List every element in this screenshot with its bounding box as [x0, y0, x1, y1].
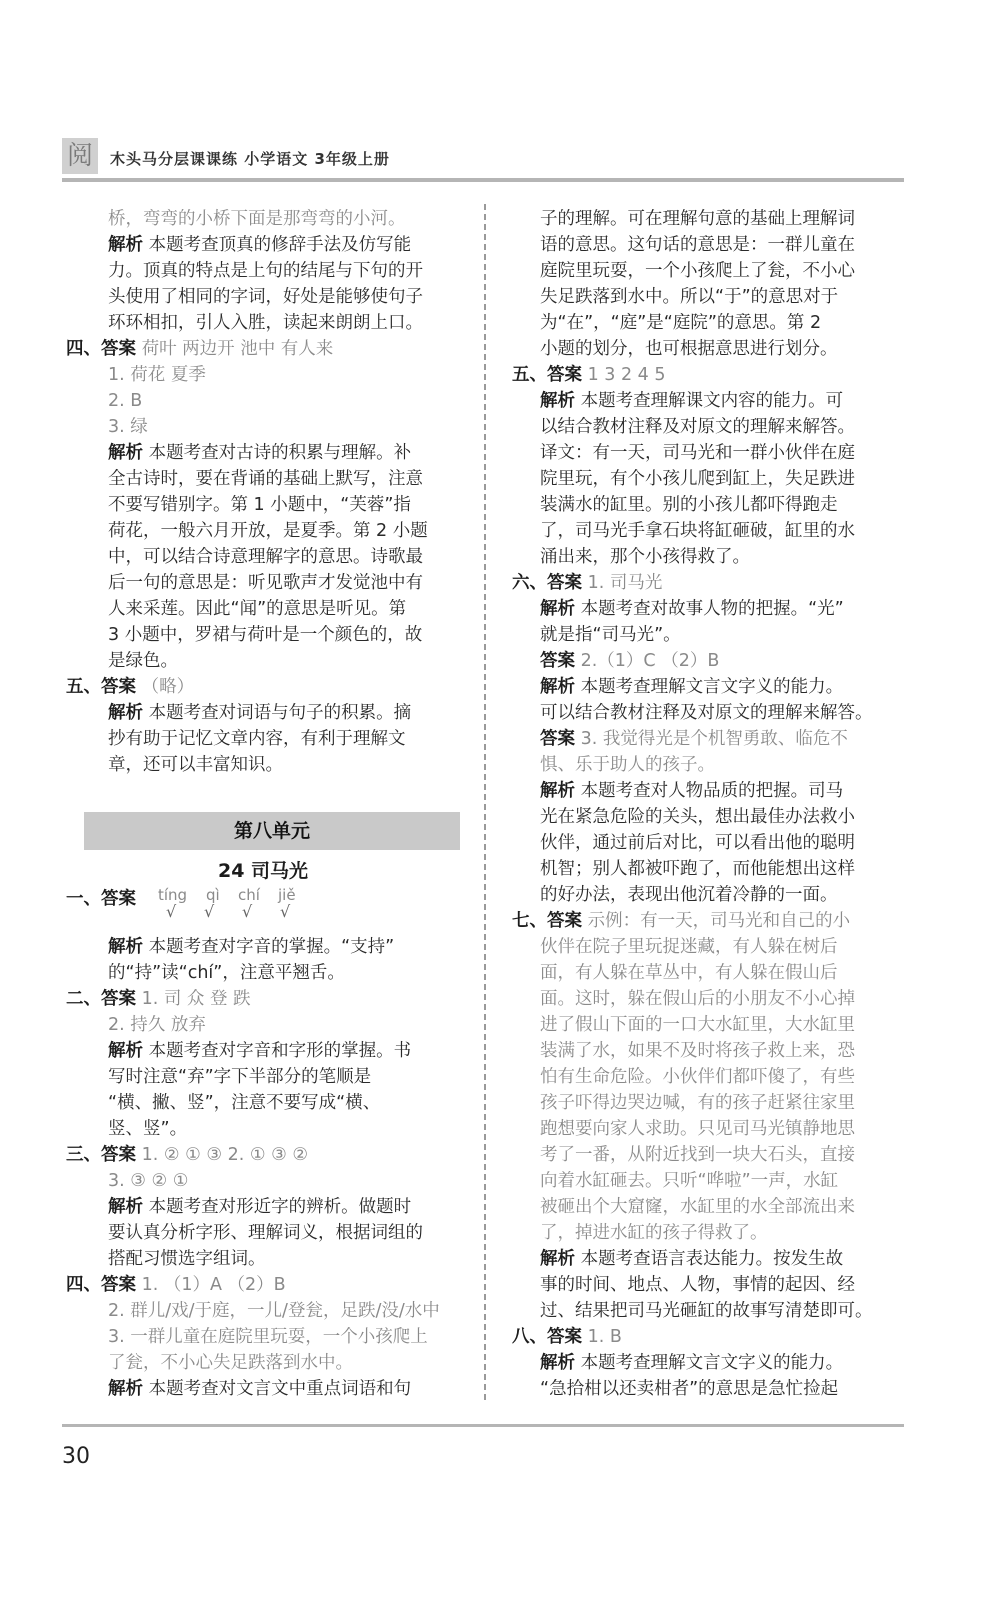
answer-line: 三、答案 1. ② ① ③ 2. ① ③ ② — [66, 1145, 309, 1165]
analysis-line: 解析 本题考查对故事人物的把握。“光” — [540, 599, 844, 619]
text-line: 的“持”读“chí”，注意平翘舌。 — [108, 963, 345, 983]
analysis-line: 解析 本题考查对词语与句子的积累。摘 — [108, 703, 412, 723]
analysis-line: 解析 本题考查对字音和字形的掌握。书 — [108, 1041, 412, 1061]
text-line: 2. 群儿/戏/于庭，一儿/登瓮，足跌/没/水中 — [108, 1301, 440, 1321]
page-header — [62, 136, 904, 182]
pinyin: qì — [206, 886, 220, 904]
text-line: 头使用了相同的字词，好处是能够使句子 — [108, 287, 423, 307]
text-line: 考了一番，从附近找到一块大石头，直接 — [540, 1145, 855, 1165]
text-line: 伙伴，通过前后对比，可以看出他的聪明 — [540, 833, 855, 853]
check-mark-icon: √ — [280, 902, 291, 921]
text-line: 不要写错别字。第 1 小题中，“芙蓉”指 — [108, 495, 411, 515]
text-line: 写时注意“弃”字下半部分的笔顺是 — [108, 1067, 372, 1087]
text-line: 中，可以结合诗意理解字的意思。诗歌最 — [108, 547, 423, 567]
answer-line: 答案 2.（1）C （2）B — [540, 651, 720, 671]
text-line: 力。顶真的特点是上句的结尾与下句的开 — [108, 261, 423, 281]
book-logo-icon: 阅 — [62, 138, 98, 174]
text-line: 怕有生命危险。小伙伴们都吓傻了，有些 — [540, 1067, 855, 1087]
pinyin: chí — [238, 886, 260, 904]
text-line: 2. 持久 放弃 — [108, 1015, 206, 1035]
text-line: 为“在”，“庭”是“庭院”的意思。第 2 — [540, 313, 822, 333]
page-number: 30 — [62, 1444, 90, 1469]
footer-rule — [62, 1424, 904, 1427]
pinyin-answers — [66, 886, 460, 924]
analysis-label: 解析 — [108, 235, 143, 255]
header-rule — [62, 178, 904, 182]
text-line: 面，有人躲在草丛中，有人躲在假山后 — [540, 963, 838, 983]
text-line: 环环相扣，引人入胜，读起来朗朗上口。 — [108, 313, 423, 333]
analysis-line: 解析 本题考查对文言文中重点词语和句 — [108, 1379, 412, 1399]
text-line: “急拾柑以还卖柑者”的意思是急忙捡起 — [540, 1379, 839, 1399]
text-line: 以结合教材注释及对原文的理解来解答。 — [540, 417, 855, 437]
text-line: 搭配习惯选字组词。 — [108, 1249, 266, 1269]
text-line: 惧、乐于助人的孩子。 — [540, 755, 715, 775]
text-line: 竖、竖”。 — [108, 1119, 188, 1139]
right-column — [512, 206, 908, 1402]
left-column — [66, 206, 460, 1402]
text-line: 3. 绿 — [108, 417, 148, 437]
text-line: 章，还可以丰富知识。 — [108, 755, 283, 775]
text-line: 被砸出个大窟窿，水缸里的水全部流出来 — [540, 1197, 855, 1217]
question-label: 四、答案 — [66, 339, 136, 359]
answer-line: 五、答案 （略） — [66, 677, 195, 697]
text-line: 过、结果把司马光砸缸的故事写清楚即可。 — [540, 1301, 873, 1321]
analysis-line: 解析 本题考查对人物品质的把握。司马 — [540, 781, 844, 801]
text-line: 3 小题中，罗裙与荷叶是一个颜色的，故 — [108, 625, 423, 645]
text-line: 了瓮，不小心失足跌落到水中。 — [108, 1353, 353, 1373]
text-line: 是绿色。 — [108, 651, 178, 671]
analysis-line: 解析 本题考查顶真的修辞手法及仿写能 — [108, 235, 412, 255]
text-line: 孩子吓得边哭边喊，有的孩子赶紧往家里 — [540, 1093, 855, 1113]
answer-line: 一、答案 — [66, 889, 136, 909]
pinyin: jiě — [278, 886, 296, 904]
check-mark-icon: √ — [166, 902, 177, 921]
text-line: 的好办法，表现出他沉着冷静的一面。 — [540, 885, 838, 905]
text-line: 后一句的意思是：听见歌声才发觉池中有 — [108, 573, 423, 593]
text-line: 光在紧急危险的关头，想出最佳办法救小 — [540, 807, 855, 827]
text-line: 桥，弯弯的小桥下面是那弯弯的小河。 — [108, 209, 406, 229]
text-line: 事的时间、地点、人物，事情的起因、经 — [540, 1275, 855, 1295]
text-line: 抄有助于记忆文章内容，有利于理解文 — [108, 729, 406, 749]
text-line: 失足跌落到水中。所以“于”的意思对于 — [540, 287, 839, 307]
text-line: 全古诗时，要在背诵的基础上默写，注意 — [108, 469, 423, 489]
text-line: 伙伴在院子里玩捉迷藏，有人躲在树后 — [540, 937, 838, 957]
text-line: 跑想要向家人求助。只见司马光镇静地思 — [540, 1119, 855, 1139]
text-line: 了，司马光手拿石块将缸砸破，缸里的水 — [540, 521, 855, 541]
text-line: 3. 一群儿童在庭院里玩耍，一个小孩爬上 — [108, 1327, 428, 1347]
answer-line: 六、答案 1. 司马光 — [512, 573, 663, 593]
text-line: 装满了水，如果不及时将孩子救上来，恐 — [540, 1041, 855, 1061]
text-line: 向着水缸砸去。只听“哗啦”一声，水缸 — [540, 1171, 839, 1191]
answer-line: 二、答案 1. 司 众 登 跌 — [66, 989, 251, 1009]
check-mark-icon: √ — [242, 902, 253, 921]
text-line: 2. B — [108, 391, 143, 411]
text-line: 就是指“司马光”。 — [540, 625, 681, 645]
text-line: 语的意思。这句话的意思是：一群儿童在 — [540, 235, 855, 255]
answer-line: 答案 3. 我觉得光是个机智勇敢、临危不 — [540, 729, 848, 749]
analysis-line: 解析 本题考查理解文言文字义的能力。 — [540, 1353, 844, 1373]
answer-line: 四、答案 1. （1）A （2）B — [66, 1275, 286, 1295]
text-line: 装满水的缸里。别的小孩儿都吓得跑走 — [540, 495, 838, 515]
analysis-line: 解析 本题考查理解课文内容的能力。可 — [540, 391, 844, 411]
text-line: 机智；别人都被吓跑了，而他能想出这样 — [540, 859, 855, 879]
book-title: 木头马分层课课练 小学语文 3年级上册 — [110, 150, 390, 168]
text-line: 可以结合教材注释及对原文的理解来解答。 — [540, 703, 873, 723]
check-mark-icon: √ — [204, 902, 215, 921]
text-line: 进了假山下面的一口大水缸里，大水缸里 — [540, 1015, 855, 1035]
text-line: 了，掉进水缸的孩子得救了。 — [540, 1223, 768, 1243]
text-line: 庭院里玩耍，一个小孩爬上了瓮，不小心 — [540, 261, 855, 281]
text-line: 荷花，一般六月开放，是夏季。第 2 小题 — [108, 521, 428, 541]
text-line: 涌出来，那个小孩得救了。 — [540, 547, 750, 567]
analysis-line: 解析 本题考查对字音的掌握。“支持” — [108, 937, 395, 957]
answer-line: 八、答案 1. B — [512, 1327, 622, 1347]
text-line: 要认真分析字形、理解词义，根据词组的 — [108, 1223, 423, 1243]
text-line: 子的理解。可在理解句意的基础上理解词 — [540, 209, 855, 229]
analysis-line: 解析 本题考查理解文言文字义的能力。 — [540, 677, 844, 697]
answer-line: 七、答案 示例：有一天，司马光和自己的小 — [512, 911, 851, 931]
analysis-line: 解析 本题考查对形近字的辨析。做题时 — [108, 1197, 412, 1217]
pinyin: tíng — [158, 886, 188, 904]
text-line: 3. ③ ② ① — [108, 1171, 189, 1191]
text-line: 面。这时，躲在假山后的小朋友不小心掉 — [540, 989, 855, 1009]
analysis-line: 解析 本题考查对古诗的积累与理解。补 — [108, 443, 412, 463]
text-line: 人来采莲。因此“闻”的意思是听见。第 — [108, 599, 407, 619]
text-line: 院里玩，有个小孩儿爬到缸上，失足跌进 — [540, 469, 855, 489]
column-divider — [484, 204, 486, 1400]
answer-line: 五、答案 1 3 2 4 5 — [512, 365, 666, 385]
text-line: “横、撇、竖”，注意不要写成“横、 — [108, 1093, 381, 1113]
text-line: 小题的划分，也可根据意思进行划分。 — [540, 339, 838, 359]
lesson-title: 24 司马光 — [217, 860, 309, 882]
text-line: 译文：有一天，司马光和一群小伙伴在庭 — [540, 443, 855, 463]
unit-banner: 第八单元 — [84, 812, 460, 850]
answer-line: 四、答案 荷叶 两边开 池中 有人来 — [66, 339, 334, 359]
analysis-line: 解析 本题考查语言表达能力。按发生故 — [540, 1249, 844, 1269]
text-line: 1. 荷花 夏季 — [108, 365, 206, 385]
